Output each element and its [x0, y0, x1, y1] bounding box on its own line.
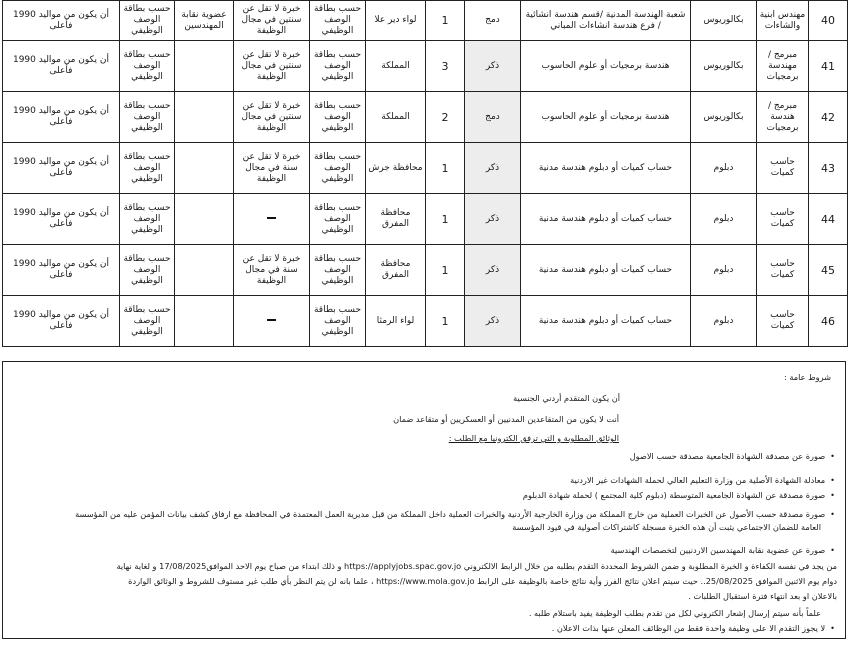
table-row	[3, 245, 848, 296]
cell-exp-years: خبرة لا تقل عن سنتين في مجال الوظيفة	[234, 1, 310, 41]
cell-skills: حسب بطاقة الوصف الوظيفي	[120, 194, 175, 245]
cell-skills: حسب بطاقة الوصف الوظيفي	[120, 245, 175, 296]
cell-gender: ذكر	[465, 296, 521, 347]
doc-union-membership: • صورة عن عضوية نقابة المهندسين الاردنيين لتخصصات الهندسية	[611, 545, 835, 556]
cell-degree: بكالوريوس	[691, 92, 757, 143]
cell-no: 41	[809, 41, 848, 92]
empty-dash	[267, 319, 276, 321]
cell-gender: دمج	[465, 1, 521, 41]
apply-line2: دوام يوم الاثنين الموافق 25/08/2025.. حيث سيتم اعلان نتائج الفرز وأية نتائج خاصة بالوظيفة على الرابط https://www.mola.gov.jo ، علما بانه لن يتم النظر بأي طلب غير مستوف للشروط و الوثائق الواردة	[128, 576, 837, 586]
cell-title: مبرمج /هندسة برمجيات	[757, 92, 809, 143]
table-row	[3, 143, 848, 194]
cell-age: أن يكون من مواليد 1990 فأعلى	[3, 194, 120, 245]
cell-skills: حسب بطاقة الوصف الوظيفي	[120, 92, 175, 143]
cell-union	[175, 296, 234, 347]
cell-exp-years: خبرة لا تقل عن سنتين في مجال الوظيفة	[234, 92, 310, 143]
cell-exp-type: حسب بطاقة الوصف الوظيفي	[310, 92, 366, 143]
cell-skills: حسب بطاقة الوصف الوظيفي	[120, 41, 175, 92]
cell-location: محافظة جرش	[366, 143, 426, 194]
cell-title: حاسب كميات	[757, 245, 809, 296]
table-row	[3, 1, 848, 41]
doc-experience-line2: العامة للضمان الاجتماعي يثبت أن هذه الخبرة مسجلة كاشتراكات أصولية في قيود المؤسسة	[512, 522, 821, 532]
cell-no: 42	[809, 92, 848, 143]
cell-age: أن يكون من مواليد 1990 فأعلى	[3, 92, 120, 143]
cell-location: المملكة	[366, 41, 426, 92]
documents-heading: الوثائق المطلوبة و التي ترفق الكترونيا مع الطلب :	[448, 433, 619, 443]
cell-title: مهندس ابنية والشاءات	[757, 1, 809, 41]
cell-age: أن يكون من مواليد 1990 فأعلى	[3, 41, 120, 92]
table-row	[3, 194, 848, 245]
cell-skills: حسب بطاقة الوصف الوظيفي	[120, 1, 175, 41]
cell-count: 1	[426, 1, 465, 41]
cell-age: أن يكون من مواليد 1990 فأعلى	[3, 143, 120, 194]
cell-skills: حسب بطاقة الوصف الوظيفي	[120, 143, 175, 194]
cell-count: 1	[426, 245, 465, 296]
cell-no: 43	[809, 143, 848, 194]
cell-major: حساب كميات أو دبلوم هندسة مدنية	[521, 194, 691, 245]
cell-exp-years	[234, 296, 310, 347]
term-nationality: أن يكون المتقدم أردني الجنسية	[513, 393, 620, 403]
cell-major: هندسة برمجيات أو علوم الحاسوب	[521, 92, 691, 143]
cell-location: محافظة المفرق	[366, 245, 426, 296]
cell-no: 40	[809, 1, 848, 41]
cell-location: محافظة المفرق	[366, 194, 426, 245]
cell-gender: دمج	[465, 92, 521, 143]
cell-exp-type: حسب بطاقة الوصف الوظيفي	[310, 194, 366, 245]
cell-gender: ذكر	[465, 143, 521, 194]
cell-degree: دبلوم	[691, 143, 757, 194]
cell-major: حساب كميات أو دبلوم هندسة مدنية	[521, 143, 691, 194]
cell-union: عضوية نقابة المهندسين	[175, 1, 234, 41]
cell-major: حساب كميات أو دبلوم هندسة مدنية	[521, 296, 691, 347]
cell-age: أن يكون من مواليد 1990 فأعلى	[3, 296, 120, 347]
cell-no: 45	[809, 245, 848, 296]
cell-gender: ذكر	[465, 41, 521, 92]
table-row	[3, 92, 848, 143]
cell-count: 3	[426, 41, 465, 92]
cell-exp-type: حسب بطاقة الوصف الوظيفي	[310, 143, 366, 194]
cell-gender: ذكر	[465, 245, 521, 296]
mola-link[interactable]: https://www.mola.gov.jo	[376, 576, 475, 586]
cell-exp-years: خبرة لا تقل عن سنة في مجال الوظيفة	[234, 143, 310, 194]
doc-university-certificate: • صورة عن مصدقة الشهادة الجامعية مصدقة حسب الاصول	[630, 451, 835, 462]
cell-exp-years	[234, 194, 310, 245]
cell-exp-type: حسب بطاقة الوصف الوظيفي	[310, 1, 366, 41]
cell-no: 46	[809, 296, 848, 347]
cell-title: حاسب كميات	[757, 296, 809, 347]
cell-title: حاسب كميات	[757, 194, 809, 245]
cell-degree: دبلوم	[691, 194, 757, 245]
cell-exp-type: حسب بطاقة الوصف الوظيفي	[310, 296, 366, 347]
cell-union	[175, 41, 234, 92]
cell-no: 44	[809, 194, 848, 245]
cell-age: أن يكون من مواليد 1990 فأعلى	[3, 1, 120, 41]
term-not-retired: أنت لا يكون من المتقاعدين المدنيين أو العسكريين أو متقاعد ضمان	[393, 414, 619, 424]
apply-line3: بالاعلان او بعد انتهاء فترة استقبال الطلبات .	[688, 591, 837, 601]
cell-union	[175, 194, 234, 245]
cell-skills: حسب بطاقة الوصف الوظيفي	[120, 296, 175, 347]
cell-title: حاسب كميات	[757, 143, 809, 194]
note-single-application: • لا يجوز التقدم الا على وظيفة واحدة فقط من الوظائف المعلن عنها بذات الاعلان .	[552, 623, 835, 634]
cell-title: مبرمج /مهندسة برمجيات	[757, 41, 809, 92]
cell-count: 1	[426, 143, 465, 194]
cell-degree: بكالوريوس	[691, 1, 757, 41]
cell-age: أن يكون من مواليد 1990 فأعلى	[3, 245, 120, 296]
doc-experience-line1: • صورة مصدقة حسب الأصول عن الخبرات العملية من خارج المملكة من وزارة الخارجية الأردنية والخبرات العملية داخل المملكة من قبل مديرية العمل المعتمدة في المحافظة مع ارفاق كشف بيانات المؤمن عليه من المؤسسة	[75, 509, 835, 520]
cell-exp-type: حسب بطاقة الوصف الوظيفي	[310, 245, 366, 296]
general-terms	[2, 361, 846, 639]
cell-location: لواء الرمثا	[366, 296, 426, 347]
cell-degree: بكالوريوس	[691, 41, 757, 92]
cell-degree: دبلوم	[691, 296, 757, 347]
cell-major: حساب كميات أو دبلوم هندسة مدنية	[521, 245, 691, 296]
cell-major: شعبة الهندسة المدنية /قسم هندسة انشائية / فرع هندسة انشاءات المباني	[521, 1, 691, 41]
empty-dash	[267, 217, 276, 219]
cell-count: 2	[426, 92, 465, 143]
cell-exp-years: خبرة لا تقل عن سنة في مجال الوظيفة	[234, 245, 310, 296]
apply-line1: من يجد في نفسه الكفاءة و الخبرة المطلوبة و ضمن الشروط المحددة التقدم بطلبه من خلال الرابط الالكتروني https://applyjobs.spac.gov.jo و ذلك ابتداء من صباح يوم الاحد الموافق17/08/2025 و لغاية نهاية	[116, 561, 837, 571]
doc-diploma-certificate: • صورة مصدقة عن الشهادة الجامعية المتوسطة (دبلوم كلية المجتمع ) لحملة شهادة الدبلوم	[523, 490, 835, 501]
cell-union	[175, 92, 234, 143]
apply-link[interactable]: https://applyjobs.spac.gov.jo	[344, 561, 462, 571]
cell-location: لواء دير علا	[366, 1, 426, 41]
cell-exp-type: حسب بطاقة الوصف الوظيفي	[310, 41, 366, 92]
jobs-table	[2, 0, 848, 347]
cell-location: المملكة	[366, 92, 426, 143]
cell-count: 1	[426, 194, 465, 245]
cell-major: هندسة برمجيات أو علوم الحاسوب	[521, 41, 691, 92]
terms-heading: شروط عامة :	[783, 372, 831, 382]
cell-union	[175, 245, 234, 296]
cell-gender: ذكر	[465, 194, 521, 245]
cell-count: 1	[426, 296, 465, 347]
table-row	[3, 296, 848, 347]
table-row	[3, 41, 848, 92]
cell-exp-years: خبرة لا تقل عن سنتين في مجال الوظيفة	[234, 41, 310, 92]
cell-union	[175, 143, 234, 194]
note-email-confirmation: علماً بأنه سيتم إرسال إشعار الكتروني لكل من تقدم بطلب الوظيفة يفيد باستلام طلبه .	[528, 608, 821, 618]
doc-equivalency: • معادلة الشهادة الأصلية من وزارة التعليم العالي لحملة الشهادات غير الاردنية	[570, 475, 835, 486]
cell-degree: دبلوم	[691, 245, 757, 296]
